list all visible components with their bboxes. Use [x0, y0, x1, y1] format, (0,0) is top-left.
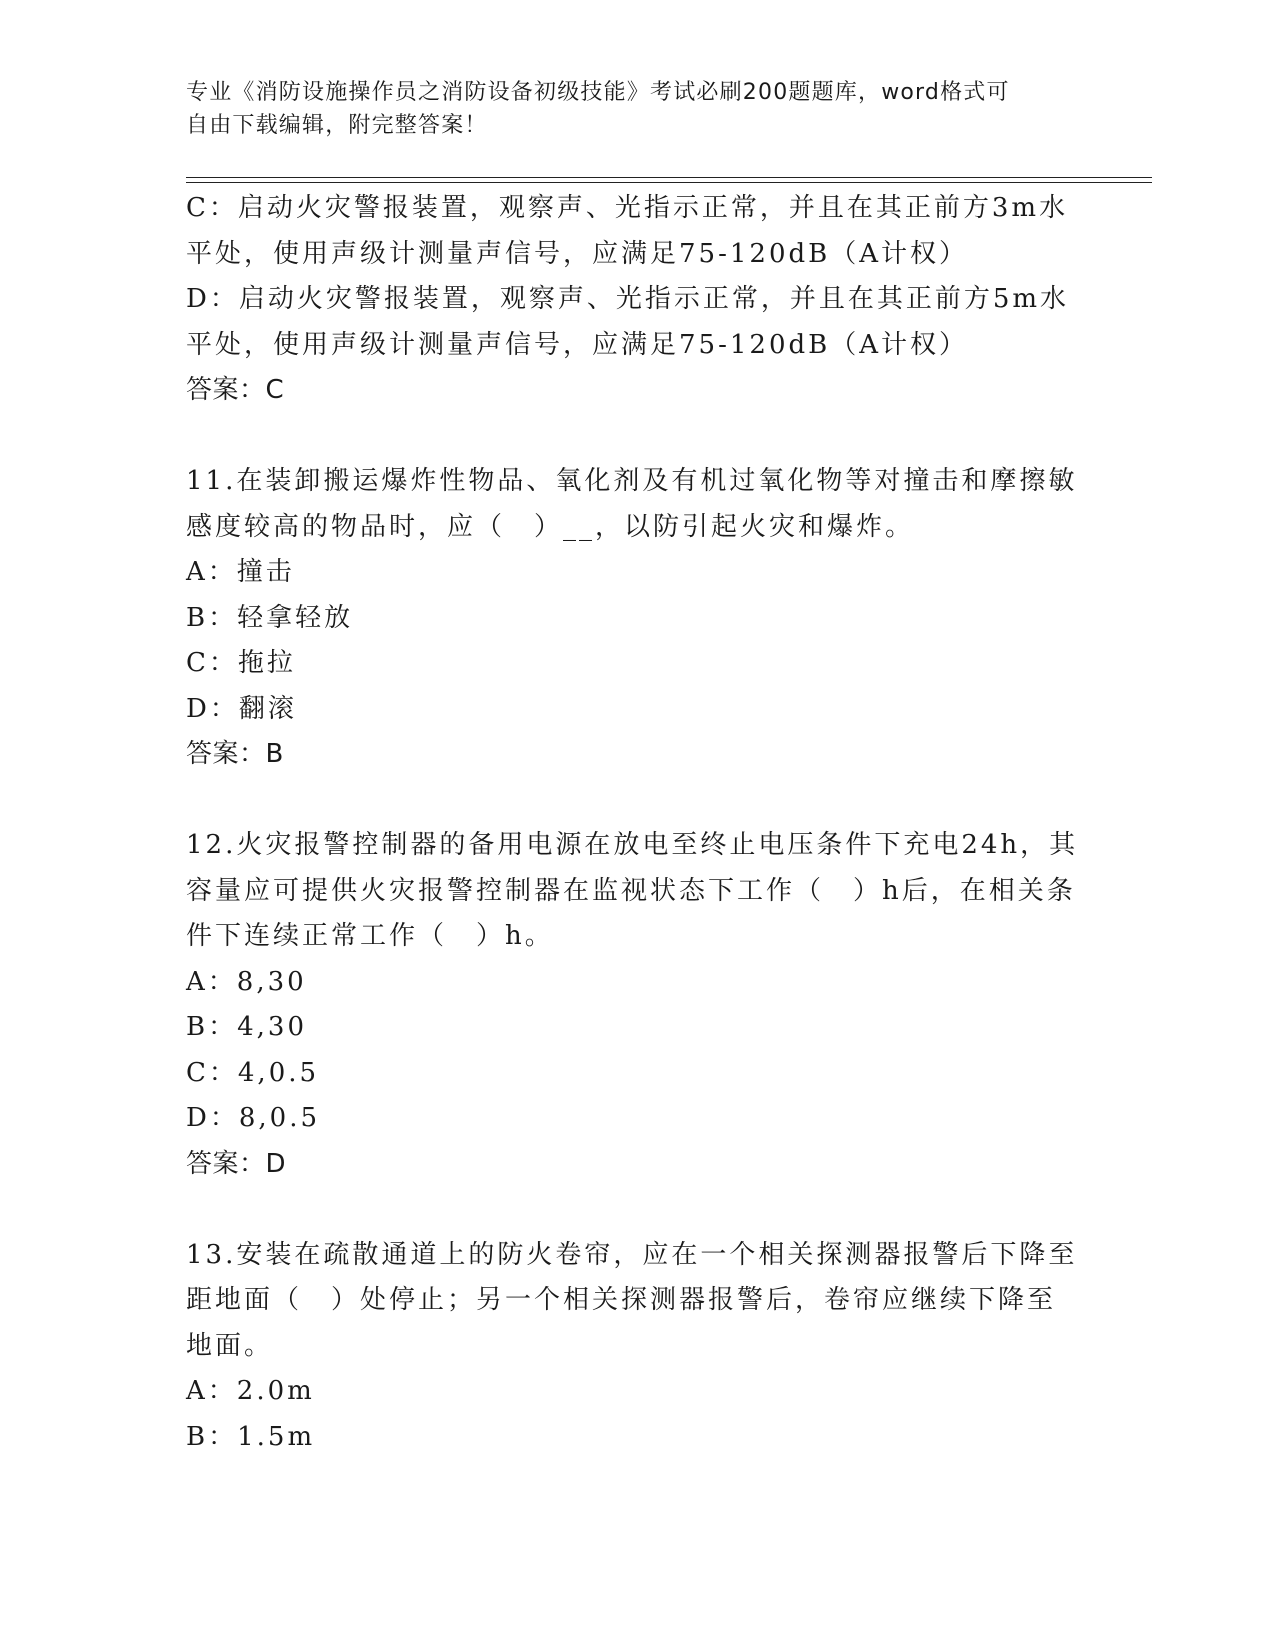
q12-stem-line-2: 容量应可提供火灾报警控制器在监视状态下工作（ ）h后，在相关条 — [186, 875, 1076, 906]
q10-option-d-line-2: 平处，使用声级计测量声信号，应满足75-120dB（A计权） — [186, 329, 969, 360]
q13-stem-line-2: 距地面（ ）处停止；另一个相关探测器报警后，卷帘应继续下降至 — [186, 1285, 1057, 1315]
page-header — [186, 76, 1066, 142]
header-line-1: 专业《消防设施操作员之消防设备初级技能》考试必刷200题题库，word格式可 — [186, 80, 1010, 105]
question-content — [186, 186, 1086, 1460]
q11-option-d: D：翻滚 — [186, 693, 297, 724]
q13-option-a: A：2.0m — [186, 1376, 315, 1406]
question-11 — [186, 459, 1086, 778]
spacer — [186, 414, 1086, 460]
spacer — [186, 778, 1086, 824]
question-13 — [186, 1233, 1086, 1461]
q11-option-a: A：撞击 — [186, 557, 295, 587]
q12-answer: 答案：D — [186, 1148, 287, 1179]
q11-option-c: C：拖拉 — [186, 648, 296, 678]
q10-option-c-line-1: C：启动火灾警报装置，观察声、光指示正常，并且在其正前方3m水 — [186, 193, 1069, 223]
q12-option-b: B：4,30 — [186, 1012, 307, 1042]
q12-option-a: A：8,30 — [186, 966, 307, 997]
q13-stem-line-1: 13.安装在疏散通道上的防火卷帘，应在一个相关探测器报警后下降至 — [186, 1239, 1078, 1270]
header-line-2: 自由下载编辑，附完整答案！ — [186, 113, 488, 138]
q11-stem-line-1: 11.在装卸搬运爆炸性物品、氧化剂及有机过氧化物等对撞击和摩擦敏 — [186, 466, 1078, 496]
q12-option-c: C：4,0.5 — [186, 1057, 320, 1088]
header-double-rule — [186, 177, 1152, 183]
q10-option-d-line-1: D：启动火灾警报装置，观察声、光指示正常，并且在其正前方5m水 — [186, 284, 1070, 314]
question-12 — [186, 823, 1086, 1187]
q10-option-c-line-2: 平处，使用声级计测量声信号，应满足75-120dB（A计权） — [186, 238, 969, 269]
q13-stem-line-3: 地面。 — [186, 1330, 274, 1361]
q11-answer: 答案：B — [186, 739, 284, 769]
q11-option-b: B：轻拿轻放 — [186, 602, 354, 633]
question-10-continued — [186, 186, 1086, 414]
q10-answer: 答案：C — [186, 375, 285, 405]
q13-option-b: B：1.5m — [186, 1421, 316, 1452]
spacer — [186, 1187, 1086, 1233]
q12-stem-line-3: 件下连续正常工作（ ）h。 — [186, 921, 554, 951]
q11-stem-line-2: 感度较高的物品时，应（ ）__，以防引起火灾和爆炸。 — [186, 511, 915, 542]
q12-stem-line-1: 12.火灾报警控制器的备用电源在放电至终止电压条件下充电24h，其 — [186, 830, 1079, 860]
q12-option-d: D：8,0.5 — [186, 1103, 321, 1133]
